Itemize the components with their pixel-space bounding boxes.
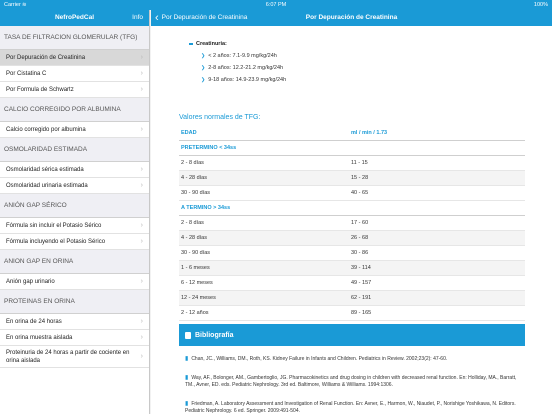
menu-item-label: Fórmula sin incluir el Potasio Sérico	[6, 222, 102, 229]
table-cell: 2 - 8 días	[181, 220, 204, 226]
reference-item	[185, 356, 521, 363]
sidebar-menu-item[interactable]	[0, 50, 149, 66]
section-header: TASA DE FILTRACION GLOMERULAR (TFG)	[0, 26, 149, 50]
range-text: 2-8 años: 12.2-21.2 mg/kg/24h	[208, 65, 284, 71]
chevron-right-icon: ›	[140, 238, 143, 245]
reference-text: Friedman, A. Laboratory Assessment and Investigation of Renal Function. En: Avner, E., Harmon, W., Niaudet, P., Norishige Yoshikawa, N. Editors. Pediatric Nephrology. 6 ed. Springer. 2009:491-504.	[185, 401, 516, 414]
bibliography-header	[179, 324, 525, 346]
menu-item-label: Osmolaridad sérica estimada	[6, 166, 84, 173]
table-cell: 17 - 60	[351, 220, 369, 226]
reference-text: Way, AF., Bolonger, AM., Gambertoglio, JG. Pharmacokinetics and drug dosing in children with decreased renal function. En: Holliday, MA., Barratt, TM., Avner, ED. eds. Pediatric Nephrology. 3rd ed. Baltimore, Williams & Williams. 1994:1306.	[185, 375, 517, 388]
menu-item-label: Anión gap urinario	[6, 278, 55, 285]
table-row	[179, 216, 525, 231]
menu-item-label: Osmolaridad urinaria estimada	[6, 182, 88, 189]
sidebar-menu-item[interactable]	[0, 178, 149, 194]
chevron-right-icon: ›	[140, 86, 143, 93]
table-row	[179, 156, 525, 171]
back-button-label: Por Depuración de Creatinina	[161, 14, 248, 21]
creatinuria-label	[189, 41, 227, 47]
sidebar-menu-item[interactable]	[0, 330, 149, 346]
menu-item-label: En orina muestra aislada	[6, 334, 73, 341]
table-group-row	[179, 141, 525, 156]
chevron-right-icon: ›	[140, 54, 143, 61]
range-item	[201, 65, 283, 71]
sidebar-menu-item[interactable]	[0, 346, 149, 368]
detail-nav-bar	[151, 10, 552, 26]
table-cell: 11 - 15	[351, 160, 368, 166]
page-title: Por Depuración de Creatinina	[305, 14, 398, 21]
table-header-cell: ml / min / 1.73	[351, 130, 388, 136]
creatinuria-text: Creatinuria:	[196, 41, 227, 47]
detail-pane	[151, 10, 552, 414]
section-header: CALCIO CORREGIDO POR ALBUMINA	[0, 98, 149, 122]
sidebar	[0, 10, 150, 414]
table-cell: 6 - 12 meses	[181, 280, 213, 286]
back-button[interactable]	[155, 10, 247, 26]
table-cell: 2 - 8 días	[181, 160, 204, 166]
table-header-row	[179, 126, 525, 141]
chevron-right-icon: ❯	[201, 65, 206, 71]
sidebar-nav-bar	[0, 10, 149, 26]
sidebar-menu-item[interactable]	[0, 218, 149, 234]
sidebar-list	[0, 26, 149, 368]
gfr-table	[179, 126, 525, 321]
section-header: PROTEINAS EN ORINA	[0, 290, 149, 314]
range-text: < 2 años: 7.1-9.9 mg/kg/24h	[208, 53, 277, 59]
menu-item-label: Proteinuria de 24 horas a partir de cociente en orina aislada	[6, 349, 130, 364]
table-group-title: PRETERMINO < 34ss	[181, 145, 237, 151]
table-cell: 1 - 6 meses	[181, 265, 210, 271]
menu-item-label: En orina de 24 horas	[6, 318, 62, 325]
sidebar-menu-item[interactable]	[0, 66, 149, 82]
reference-item	[185, 401, 521, 414]
table-cell: 30 - 86	[351, 250, 369, 256]
carrier-label: Carrier	[4, 2, 21, 8]
menu-item-label: Por Depuración de Creatinina	[6, 54, 86, 61]
table-cell: 39 - 114	[351, 265, 371, 271]
table-row	[179, 186, 525, 201]
chevron-right-icon: ›	[140, 70, 143, 77]
table-group-row	[179, 201, 525, 216]
chevron-right-icon: ›	[140, 182, 143, 189]
bookmark-icon: ▮	[185, 375, 189, 381]
section-header: ANIÓN GAP SÉRICO	[0, 194, 149, 218]
book-icon	[185, 332, 191, 339]
table-cell: 40 - 65	[351, 190, 369, 196]
menu-item-label: Por Cistatina C	[6, 70, 47, 77]
sidebar-menu-item[interactable]	[0, 274, 149, 290]
table-row	[179, 261, 525, 276]
section-header: ANION GAP EN ORINA	[0, 250, 149, 274]
sidebar-menu-item[interactable]	[0, 82, 149, 98]
table-row	[179, 276, 525, 291]
normal-values-title: Valores normales de TFG:	[179, 114, 261, 121]
wifi-icon: ≋	[22, 2, 27, 8]
section-header: OSMOLARIDAD ESTIMADA	[0, 138, 149, 162]
table-cell: 49 - 157	[351, 280, 372, 286]
table-header-cell: EDAD	[181, 130, 197, 136]
bookmark-icon: ▮	[185, 401, 189, 407]
chevron-right-icon: ›	[140, 334, 143, 341]
sidebar-menu-item[interactable]	[0, 122, 149, 138]
range-text: 9-18 años: 14.9-23.9 mg/kg/24h	[208, 77, 287, 83]
table-cell: 4 - 28 días	[181, 235, 207, 241]
table-cell: 30 - 90 días	[181, 190, 211, 196]
chevron-right-icon: ›	[140, 318, 143, 325]
table-row	[179, 306, 525, 321]
menu-item-label: Calcio corregido por albumina	[6, 126, 86, 133]
info-button[interactable]: Info	[132, 14, 143, 21]
chevron-right-icon: ›	[140, 166, 143, 173]
chevron-right-icon: ›	[140, 278, 143, 285]
table-cell: 12 - 24 meses	[181, 295, 216, 301]
bibliography-title: Bibliografía	[195, 331, 234, 339]
range-item	[201, 77, 286, 83]
table-cell: 4 - 28 días	[181, 175, 207, 181]
menu-item-label: Por Formula de Schwartz	[6, 86, 74, 93]
chevron-right-icon: ›	[140, 222, 143, 229]
table-cell: 26 - 68	[351, 235, 369, 241]
bookmark-icon: ▮	[185, 356, 189, 362]
table-row	[179, 291, 525, 306]
chevron-right-icon: ❯	[201, 77, 206, 83]
table-cell: 89 - 165	[351, 310, 372, 316]
sidebar-menu-item[interactable]	[0, 234, 149, 250]
range-item	[201, 53, 277, 59]
chevron-left-icon: ‹	[155, 12, 159, 24]
app-title: NefroPedCal	[54, 14, 94, 21]
reference-item	[185, 375, 521, 389]
chevron-right-icon: ›	[140, 126, 143, 133]
status-time: 6:07 PM	[265, 2, 287, 8]
table-cell: 62 - 191	[351, 295, 372, 301]
table-group-title: A TERMINO > 34ss	[181, 205, 231, 211]
reference-text: Chan, JC., Williams, DM., Roth, KS. Kidney Failure in Infants and Children. Pediatrics in Review. 2002;23(2): 47-60.	[191, 356, 448, 362]
status-bar	[0, 0, 552, 10]
table-row	[179, 246, 525, 261]
table-cell: 2 - 12 años	[181, 310, 209, 316]
chevron-right-icon: ›	[140, 352, 143, 360]
table-row	[179, 231, 525, 246]
sidebar-menu-item[interactable]	[0, 314, 149, 330]
table-cell: 30 - 90 días	[181, 250, 211, 256]
battery-label: 100%	[533, 2, 548, 8]
bullet-icon	[189, 43, 193, 45]
sidebar-menu-item[interactable]	[0, 162, 149, 178]
table-row	[179, 171, 525, 186]
chevron-right-icon: ❯	[201, 53, 206, 59]
table-cell: 15 - 28	[351, 175, 369, 181]
menu-item-label: Fórmula incluyendo el Potasio Sérico	[6, 238, 106, 245]
